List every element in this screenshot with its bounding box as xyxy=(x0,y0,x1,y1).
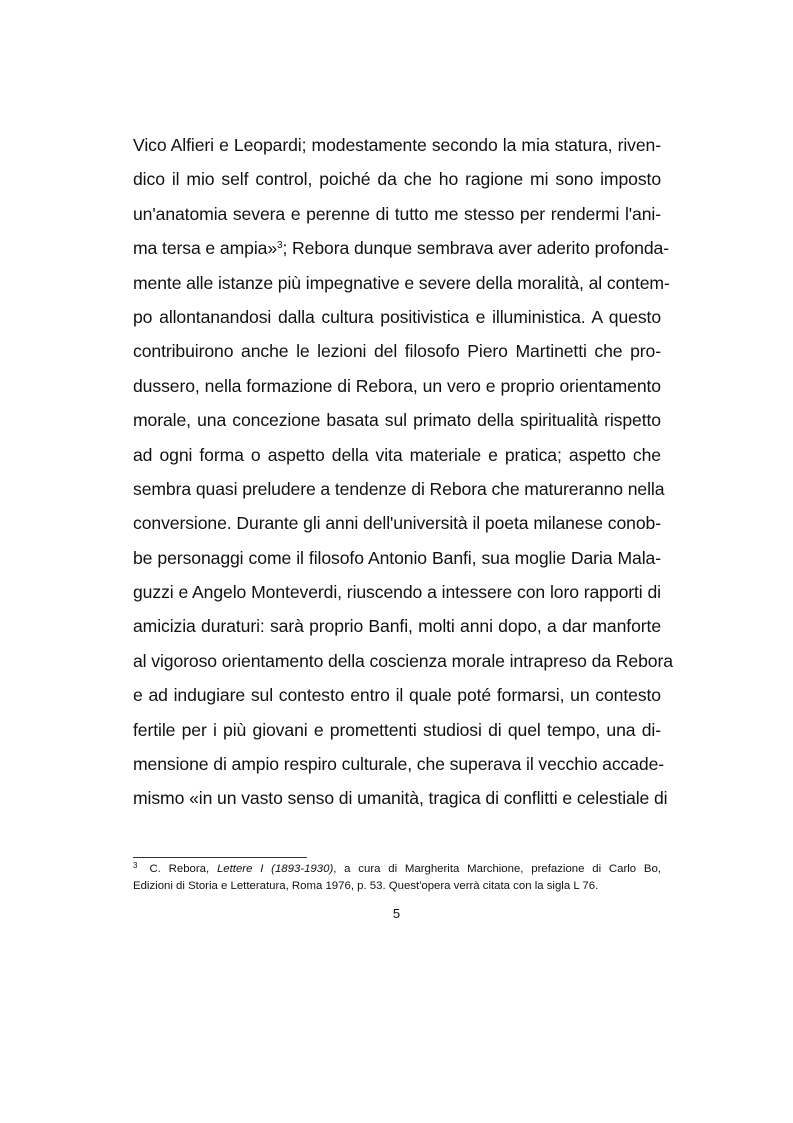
body-line: al vigoroso orientamento della coscienza morale intrapreso da Rebora xyxy=(133,650,673,671)
footnote-author: C. Rebora, xyxy=(149,863,210,875)
footnote-line xyxy=(133,861,661,878)
footnote-details: , a cura di Margherita Marchione, prefazione di Carlo Bo, xyxy=(333,863,661,875)
quote-end-text: ma tersa e ampia» xyxy=(133,238,278,259)
body-text xyxy=(133,128,673,816)
body-line: e ad indugiare sul contesto entro il quale poté formarsi, un contesto xyxy=(133,685,661,706)
footnote-title: Lettere I xyxy=(216,863,264,875)
footnote-reference[interactable]: 3 xyxy=(277,240,283,252)
body-line: fertile per i più giovani e promettenti studiosi di quel tempo, una di- xyxy=(133,719,661,740)
page-number: 5 xyxy=(392,906,401,921)
body-line: un'anatomia severa e perenne di tutto me stesso per rendermi l'ani- xyxy=(133,203,661,224)
body-line: Vico Alfieri e Leopardi; modestamente secondo la mia statura, riven- xyxy=(133,135,661,155)
body-line: ad ogni forma o aspetto della vita materiale e pratica; aspetto che xyxy=(133,444,661,465)
body-line: be personaggi come il filosofo Antonio Banfi, sua moglie Daria Mala- xyxy=(133,547,661,568)
body-line: dussero, nella formazione di Rebora, un vero e proprio orientamento xyxy=(133,375,661,396)
footnote-years: (1893-1930) xyxy=(271,863,334,875)
body-line: conversione. Durante gli anni dell'università il poeta milanese conob- xyxy=(133,513,661,534)
line-continuation: ; Rebora dunque sembrava aver aderito profonda- xyxy=(282,238,669,259)
body-line: mismo «in un vasto senso di umanità, tragica di conflitti e celestiale di xyxy=(133,788,668,809)
body-line: dico il mio self control, poiché da che ho ragione mi sono imposto xyxy=(133,169,661,190)
footnote-line: Edizioni di Storia e Letteratura, Roma 1976, p. 53. Quest'opera verrà citata con la sigla L 76. xyxy=(133,880,599,892)
footnote-number: 3 xyxy=(133,861,138,870)
body-line: sembra quasi preludere a tendenze di Rebora che matureranno nella xyxy=(133,478,665,499)
footnote xyxy=(133,861,661,895)
body-line: contribuirono anche le lezioni del filosofo Piero Martinetti che pro- xyxy=(133,341,661,362)
body-line: mente alle istanze più impegnative e severe della moralità, al contem- xyxy=(133,272,670,293)
body-line-with-note xyxy=(133,231,669,265)
body-line: amicizia duraturi: sarà proprio Banfi, molti anni dopo, a dar manforte xyxy=(133,616,661,637)
body-line: po allontanandosi dalla cultura positivistica e illuministica. A questo xyxy=(133,306,661,327)
body-line: mensione di ampio respiro culturale, che superava il vecchio accade- xyxy=(133,754,665,775)
body-line: morale, una concezione basata sul primato della spiritualità rispetto xyxy=(133,410,661,431)
footnote-separator xyxy=(133,857,307,858)
body-line: guzzi e Angelo Monteverdi, riuscendo a intessere con loro rapporti di xyxy=(133,582,661,603)
